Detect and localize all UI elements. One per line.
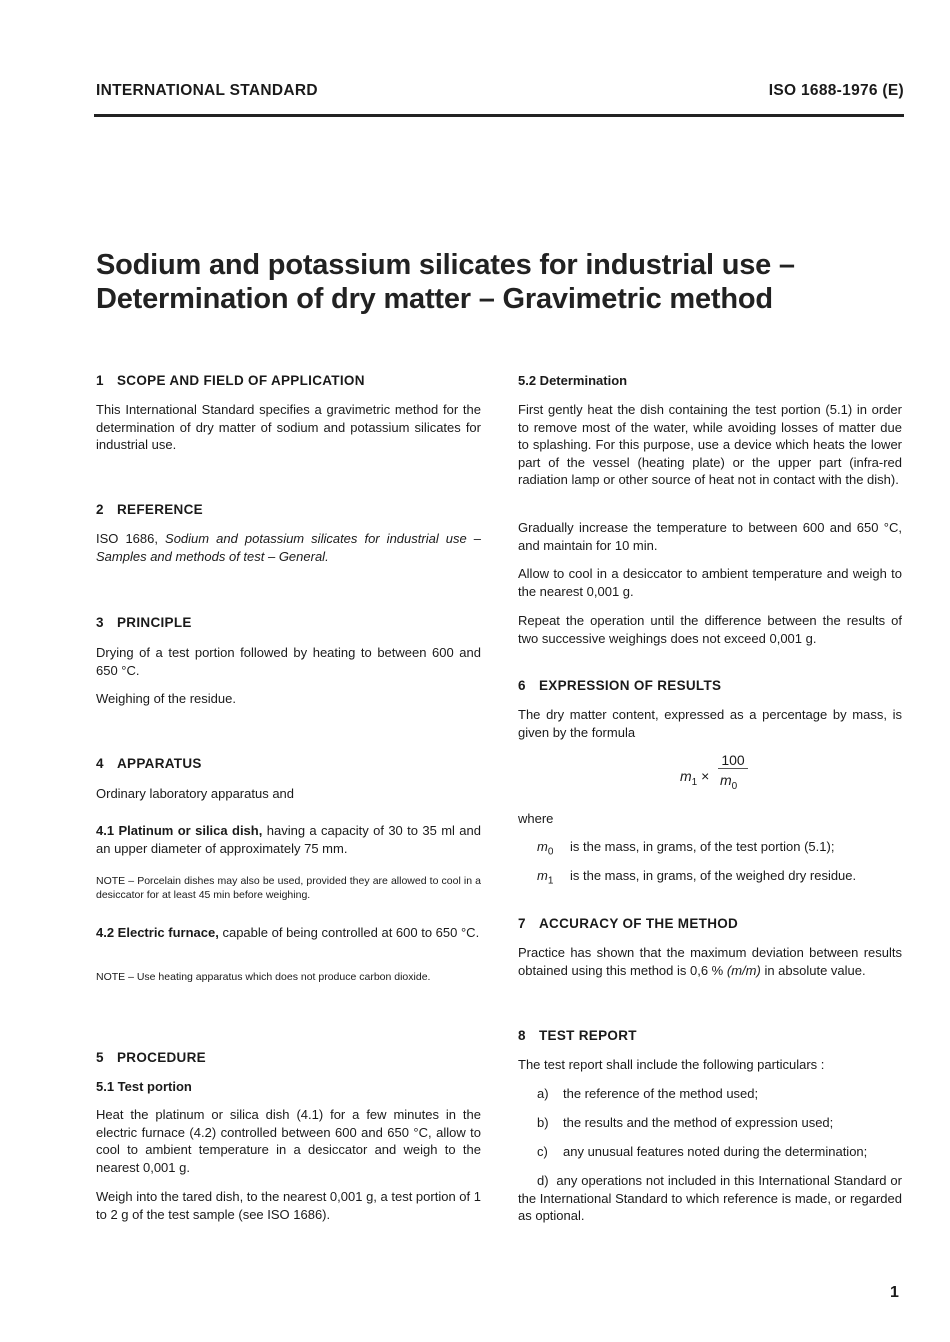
section-5-2-p5: Allow to cool in a desiccator to ambient temperature and weigh to the nearest 0,001 g. [518,566,902,599]
section-4-intro: Ordinary laboratory apparatus and [96,786,295,801]
section-5-heading: 5 PROCEDURE [96,1050,206,1065]
item-4-1: 4.1 Platinum or silica dish, having a capacity of 30 to 35 ml and an upper diameter of approximately 75 mm. [96,823,481,856]
where-label: where [518,811,554,826]
section-2-text: ISO 1686, Sodium and potassium silicates for industrial use – Samples and methods of test – General. [96,531,481,564]
section-5-1-p2: Weigh into the tared dish, to the nearest 0,001 g, a test portion of 1 to 2 g of the test sample (see ISO 1686). [96,1189,481,1222]
subsection-5-1: 5.1 Test portion [96,1079,192,1094]
formula-numerator: 100 [718,752,748,769]
section-7-p1: Practice has shown that the maximum deviation between results obtained using this method is 0,6 % (m/m) in absolute value. [518,945,902,978]
header-right: ISO 1688-1976 (E) [768,82,904,99]
item-4-2: 4.2 Electric furnace, capable of being controlled at 600 to 650 °C. [96,925,480,940]
section-6-p1: The dry matter content, expressed as a percentage by mass, is given by the formula [518,707,902,740]
section-4-heading: 4 APPARATUS [96,756,202,771]
note-4-2: NOTE – Use heating apparatus which does not produce carbon dioxide. [96,971,431,983]
report-item-d: d) any operations not included in this International Standard or the International Standard to which reference is made, or regarded as optional. [518,1173,902,1223]
section-8-heading: 8 TEST REPORT [518,1028,637,1043]
section-1-heading: 1 SCOPE AND FIELD OF APPLICATION [96,373,365,388]
section-3-p1: Drying of a test portion followed by heating to between 600 and 650 °C. [96,645,481,678]
subsection-5-2: 5.2 Determination [518,373,628,388]
section-5-2-p3: First gently heat the dish containing the test portion (5.1) in order to remove most of the water, while avoiding losses of matter due to splashing. For this purpose, use a device which heats the lower part of the vessel (heating plate) or the upper part (infra-red radiation lamp or other source of heat not in contact with the dish). [518,402,902,487]
definition-m1: $m_1$ is the mass, in grams, of the weighed dry residue. [537,868,857,887]
title-line-2: Determination of dry matter – Gravimetric method [96,283,773,315]
section-5-1-p1: Heat the platinum or silica dish (4.1) for a few minutes in the electric furnace (4.2) controlled between 600 and 650 °C, allow to cool to ambient temperature in a desiccator and weigh to the nearest 0,001 g. [96,1107,481,1175]
section-5-2-p4: Gradually increase the temperature to between 600 and 650 °C, and maintain for 10 min. [518,520,902,553]
header-left: INTERNATIONAL STANDARD [96,82,318,99]
section-7-heading: 7 ACCURACY OF THE METHOD [518,916,739,931]
section-5-2-p6: Repeat the operation until the difference between the results of two successive weighings does not exceed 0,001 g. [518,613,902,646]
formula-denominator: $m_0$ [720,772,738,792]
section-6-heading: 6 EXPRESSION OF RESULTS [518,678,722,693]
title-line-1: Sodium and potassium silicates for industrial use – [96,249,795,281]
note-4-1: NOTE – Porcelain dishes may also be used, provided they are allowed to cool in a desiccator for at least 45 min before weighing. [96,875,481,901]
report-item-c: c) any unusual features noted during the determination; [537,1144,868,1159]
section-8-intro: The test report shall include the following particulars : [518,1057,825,1072]
document-title [96,248,795,316]
header-rule [94,114,904,117]
page-number: 1 [890,1284,899,1301]
section-1-text: This International Standard specifies a gravimetric method for the determination of dry matter of sodium and potassium silicates for industrial use. [96,402,481,452]
definition-m0: $m_0$ is the mass, in grams, of the test portion (5.1); [537,839,835,858]
section-3-heading: 3 PRINCIPLE [96,615,192,630]
section-2-heading: 2 REFERENCE [96,502,203,517]
report-item-b: b) the results and the method of expression used; [537,1115,834,1130]
report-item-a: a) the reference of the method used; [537,1086,759,1101]
section-3-p2: Weighing of the residue. [96,691,236,706]
